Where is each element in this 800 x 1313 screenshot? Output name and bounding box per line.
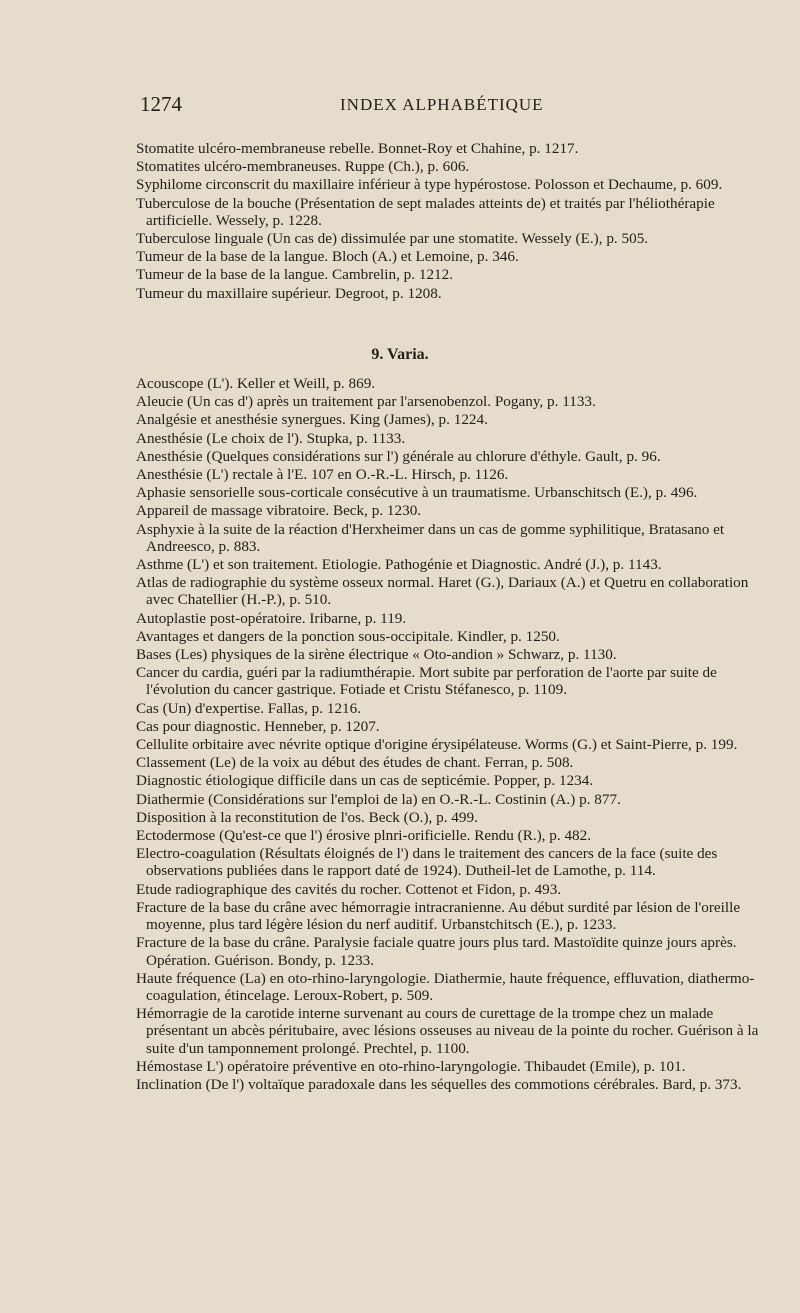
index-entry: Cellulite orbitaire avec névrite optique d'origine érysipélateuse. Worms (G.) et Saint-Pierre, p. 199. [136, 736, 738, 754]
index-entry: Fracture de la base du crâne avec hémorragie intracranienne. Au début surdité par lésion de l'oreille moyenne, plus tard légère lésion du nerf auditif. Urbanstchitsch (E.), p. 1233. [136, 898, 741, 934]
page-number: 1274 [140, 92, 182, 116]
index-entry: Classement (Le) de la voix au début des études de chant. Ferran, p. 508. [136, 754, 574, 772]
index-entry: Aleucie (Un cas d') après un traitement par l'arsenobenzol. Pogany, p. 1133. [136, 393, 596, 411]
index-entry: Tuberculose de la bouche (Présentation de sept malades atteints de) et traités par l'héliothérapie artificielle. Wessely, p. 1228. [136, 194, 715, 229]
index-entry: Bases (Les) physiques de la sirène électrique « Oto-andion » Schwarz, p. 1130. [136, 646, 617, 664]
index-entry: Acouscope (L'). Keller et Weill, p. 869. [136, 375, 376, 392]
index-entry: Anesthésie (L') rectale à l'E. 107 en O.-R.-L. Hirsch, p. 1126. [136, 466, 509, 484]
index-entry: Cas pour diagnostic. Henneber, p. 1207. [136, 717, 380, 735]
index-entry: Stomatites ulcéro-membraneuses. Ruppe (Ch.), p. 606. [136, 158, 470, 176]
index-entry: Cas (Un) d'expertise. Fallas, p. 1216. [136, 699, 362, 717]
index-entry: Atlas de radiographie du système osseux normal. Haret (G.), Dariaux (A.) et Quetru en collaboration avec Chatellier (H.-P.), p. 510. [136, 574, 749, 609]
index-entry: Syphilome circonscrit du maxillaire inférieur à type hypérostose. Polosson et Dechaume, p. 609. [136, 176, 723, 194]
index-entry: Autoplastie post-opératoire. Iribarne, p. 119. [136, 609, 407, 627]
index-entry: Cancer du cardia, guéri par la radiumthérapie. Mort subite par perforation de l'aorte par suite de l'évolution du cancer gastrique. Fotiade et Cristu Stéfanesco, p. 1109. [136, 664, 717, 699]
index-entry: Fracture de la base du crâne. Paralysie faciale quatre jours plus tard. Mastoïdite quinze jours après. Opération. Guérison. Bondy, p. 1233. [136, 934, 737, 969]
index-entry: Etude radiographique des cavités du rocher. Cottenot et Fidon, p. 493. [136, 880, 562, 898]
index-entry: Disposition à la reconstitution de l'os. Beck (O.), p. 499. [136, 808, 478, 826]
page-header [140, 92, 760, 120]
index-entry: Inclination (De l') voltaïque paradoxale dans les séquelles des commotions cérébrales. Bard, p. 373. [136, 1075, 742, 1093]
index-entry: Hémostase L') opératoire préventive en oto-rhino-laryngologie. Thibaudet (Emile), p. 101. [136, 1057, 686, 1075]
index-entry: Anesthésie (Quelques considérations sur l') générale au chlorure d'éthyle. Gault, p. 96. [136, 447, 661, 465]
index-entry: Aphasie sensorielle sous-corticale consécutive à un traumatisme. Urbanschitsch (E.), p. 496. [136, 484, 698, 502]
index-entry: Stomatite ulcéro-membraneuse rebelle. Bonnet-Roy et Chahine, p. 1217. [136, 140, 579, 157]
index-entry: Electro-coagulation (Résultats éloignés de l') dans le traitement des cancers de la face (suite des observations publiées dans le rapport daté de 1924). Dutheil-let de Lamothe, p. 114. [136, 845, 718, 880]
index-entry: Appareil de massage vibratoire. Beck, p. 1230. [136, 502, 422, 520]
index-entry: Tuberculose linguale (Un cas de) dissimulée par une stomatite. Wessely (E.), p. 505. [136, 230, 649, 248]
index-entry: Tumeur de la base de la langue. Cambrelin, p. 1212. [136, 266, 454, 284]
index-entry: Ectodermose (Qu'est-ce que l') érosive plnri-orificielle. Rendu (R.), p. 482. [136, 827, 592, 845]
index-entry: Tumeur du maxillaire supérieur. Degroot, p. 1208. [136, 284, 442, 302]
running-title: INDEX ALPHABÉTIQUE [340, 95, 544, 114]
index-entry: Diagnostic étiologique difficile dans un cas de septicémie. Popper, p. 1234. [136, 772, 594, 790]
index-entry: Avantages et dangers de la ponction sous-occipitale. Kindler, p. 1250. [136, 627, 560, 645]
varia-entry-list [136, 375, 768, 1094]
index-entry: Diathermie (Considérations sur l'emploi de la) en O.-R.-L. Costinin (A.) p. 877. [136, 790, 621, 808]
index-entry: Anesthésie (Le choix de l'). Stupka, p. 1133. [136, 429, 406, 447]
index-entry: Analgésie et anesthésie synergues. King (James), p. 1224. [136, 411, 488, 429]
index-entry: Asthme (L') et son traitement. Etiologie. Pathogénie et Diagnostic. André (J.), p. 1143. [136, 556, 662, 574]
index-entry: Tumeur de la base de la langue. Bloch (A.) et Lemoine, p. 346. [136, 248, 519, 266]
section-title: 9. Varia. [371, 346, 429, 363]
index-entry: Asphyxie à la suite de la réaction d'Herxheimer dans un cas de gomme syphilitique, Bratasano et Andreesco, p. 883. [136, 520, 725, 555]
index-entry: Hémorragie de la carotide interne survenant au cours de curettage de la trompe chez un malade présentant un abcès péritubaire, avec lésions osseuses au niveau de la pointe du rocher. Guérison à la suite d'un tamponnement prolongé. Prechtel, p. 1100. [136, 1005, 759, 1057]
top-entry-list [136, 140, 768, 303]
index-entry: Haute fréquence (La) en oto-rhino-laryngologie. Diathermie, haute fréquence, effluvation, diathermo-coagulation, étincelage. Leroux-Robert, p. 509. [136, 969, 755, 1004]
